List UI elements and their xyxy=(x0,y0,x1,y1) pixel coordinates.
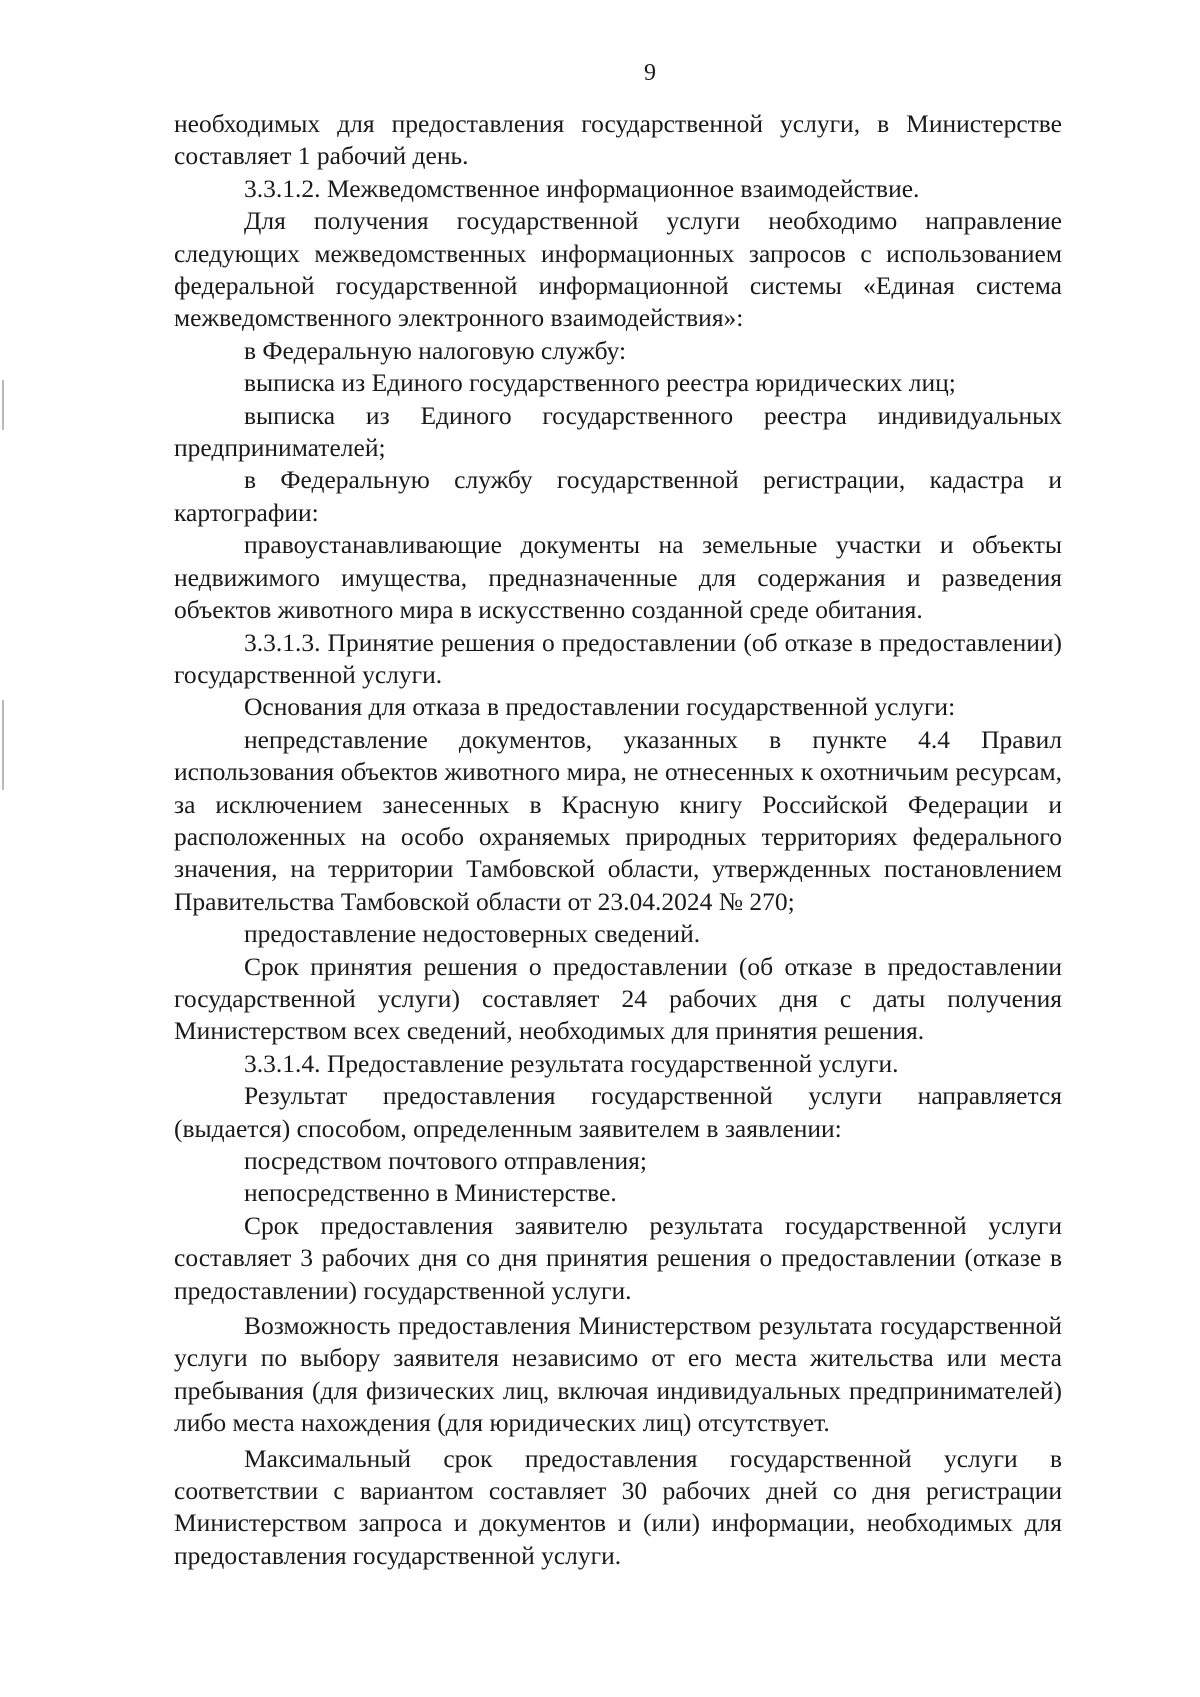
list-item: в Федеральную службу государственной регистрации, кадастра и картографии: xyxy=(174,465,1062,527)
paragraph: Срок принятия решения о предоставлении (об отказе в предоставлении государственной услуги) составляет 24 рабочих дня с даты получения Министерством всех сведений, необходимых для принятия решения. xyxy=(174,951,1062,1046)
list-item: посредством почтового отправления; xyxy=(244,1146,647,1175)
list-item: непосредственно в Министерстве. xyxy=(244,1178,617,1208)
list-item: предоставление недостоверных сведений. xyxy=(244,919,701,949)
section-heading: 3.3.1.4. Предоставление результата государственной услуги. xyxy=(244,1048,899,1078)
section-heading: 3.3.1.2. Межведомственное информационное взаимодействие. xyxy=(244,173,920,203)
list-item: выписка из Единого государственного реестра индивидуальных предпринимателей; xyxy=(174,400,1062,463)
paragraph: Для получения государственной услуги необходимо направление следующих межведомственных информационных запросов с использованием федеральной государственной информационной системы «Единая система межведомственного электронного взаимодействия»: xyxy=(174,206,1062,333)
list-item: выписка из Единого государственного реестра юридических лиц; xyxy=(244,368,956,398)
list-item: правоустанавливающие документы на земельные участки и объекты недвижимого имущества, предназначенные для содержания и разведения объектов животного мира в искусственно созданной среде обитания. xyxy=(174,530,1062,625)
paragraph: Основания для отказа в предоставлении государственной услуги: xyxy=(244,692,956,722)
paragraph: Максимальный срок предоставления государственной услуги в соответствии с вариантом составляет 30 рабочих дней со дня регистрации Министерством запроса и документов и (или) информации, необходимых для предоставления государственной услуги. xyxy=(174,1443,1062,1570)
document-body xyxy=(174,108,1062,1572)
paragraph: Возможность предоставления Министерством результата государственной услуги по выбору заявителя независимо от его места жительства или места пребывания (для физических лиц, включая индивидуальных предпринимателей) либо места нахождения (для юридических лиц) отсутствует. xyxy=(174,1311,1062,1438)
paragraph: необходимых для предоставления государственной услуги, в Министерстве составляет 1 рабочий день. xyxy=(174,109,1062,171)
paragraph: Результат предоставления государственной услуги направляется (выдается) способом, определенным заявителем в заявлении: xyxy=(174,1081,1062,1143)
page-number: 9 xyxy=(644,60,656,86)
scan-edge-mark xyxy=(2,700,4,790)
scan-edge-mark xyxy=(2,380,4,430)
list-item: в Федеральную налоговую службу: xyxy=(244,335,627,365)
paragraph: Срок предоставления заявителю результата государственной услуги составляет 3 рабочих дня со дня принятия решения о предоставлении (отказе в предоставлении) государственной услуги. xyxy=(174,1210,1062,1305)
list-item: непредставление документов, указанных в пункте 4.4 Правил использования объектов животного мира, не отнесенных к охотничьим ресурсам, за исключением занесенных в Красную книгу Российской Федерации и расположенных на особо охраняемых природных территориях федерального значения, на территории Тамбовской области, утвержденных постановлением Правительства Тамбовской области от 23.04.2024 № 270; xyxy=(174,724,1062,916)
section-heading: 3.3.1.3. Принятие решения о предоставлении (об отказе в предоставлении) государственной услуги. xyxy=(174,627,1062,689)
